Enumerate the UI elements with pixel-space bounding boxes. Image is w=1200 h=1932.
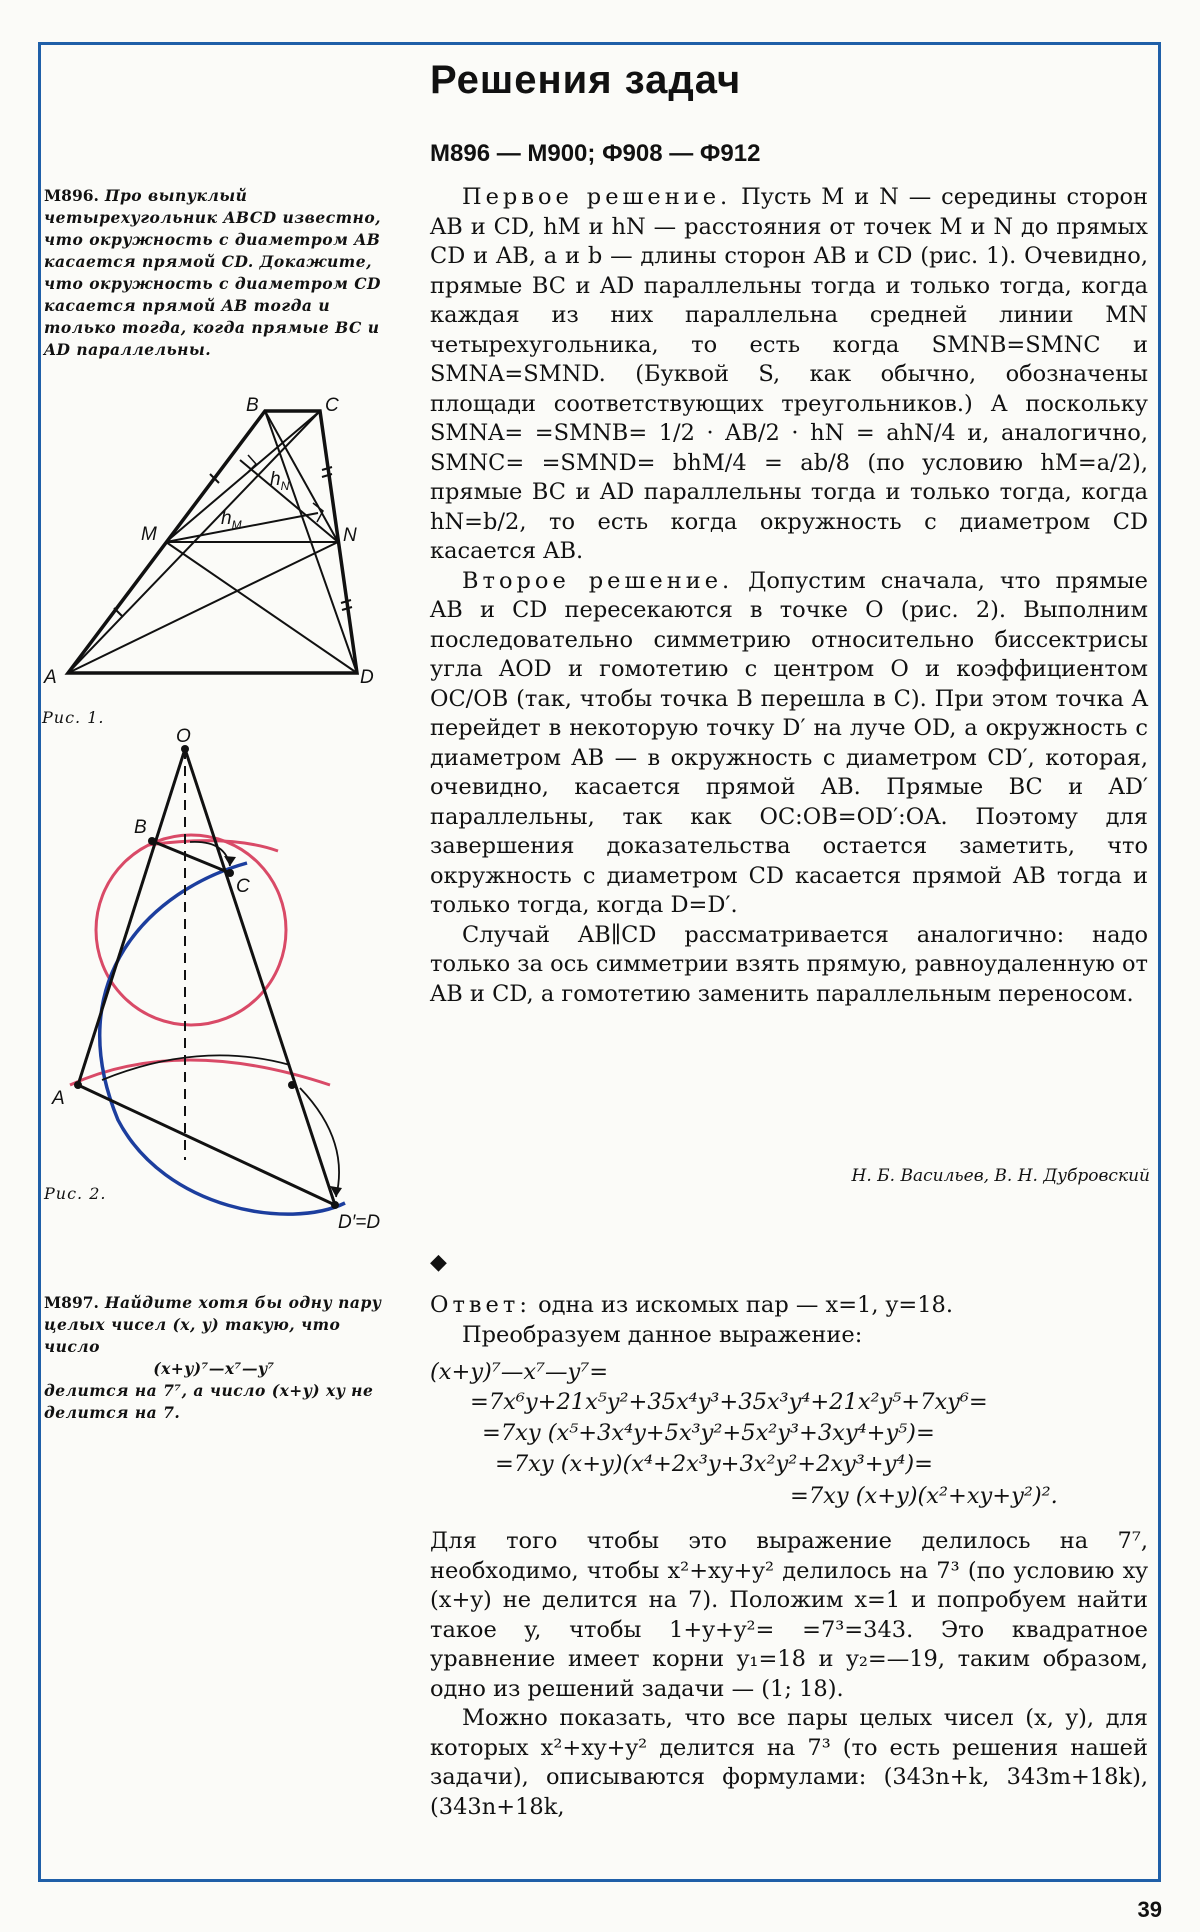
fig1-label-c: C [325, 395, 339, 416]
equation-line-4: =7xy (x+y)(x⁴+2x³y+3x²y²+2xy³+y⁴)= [495, 1451, 934, 1477]
fig2-point-b [148, 837, 156, 845]
solution-1-lead: Первое решение. [462, 184, 732, 210]
m896-code: М896. [44, 186, 99, 205]
fig2-label-a: A [52, 1088, 65, 1109]
m897-statement-text: Найдите хотя бы одну пару целых чисел (x, y) такую, что число [44, 1293, 382, 1356]
solution-2 [430, 567, 1148, 921]
solution-2-text: Допустим сначала, что прямые AB и CD пересекаются в точке O (рис. 2). Выполним последовательно симметрию относительно биссектрисы угла AOD и гомотетию с центром O и коэффициентом OC/OB (так, чтобы точка B перешла в C). При этом точка A перейдет в некоторую точку D′ на луче OD, а окружность с диаметром AB — в окружность с диаметром CD′, которая, очевидно, касается прямой AB. Прямые BC и AD′ параллельны, так как OC:OB=OD′:OA. Поэтому для завершения доказательства остается заметить, что окружность с диаметром CD касается прямой AB тогда и только тогда, когда D=D′. [430, 567, 1148, 918]
fig2-line-od [185, 749, 335, 1205]
fig2-arrowhead [224, 856, 236, 866]
equation-line-3: =7xy (x⁵+3x⁴y+5x³y²+5x²y³+3xy⁴+y⁵)= [482, 1420, 935, 1446]
fig2-point-ad [288, 1081, 296, 1089]
fig1-label-m: M [141, 524, 157, 545]
m897-answer [430, 1291, 1148, 1350]
answer-lead: Ответ: [430, 1292, 531, 1318]
fig1-label-d: D [360, 667, 374, 688]
fig1-caption: Рис. 1. [42, 708, 105, 727]
answer-text: одна из искомых пар — x=1, y=18. [538, 1292, 954, 1318]
solution-1 [430, 183, 1148, 567]
diamond-separator: ◆ [430, 1250, 447, 1275]
fig2-arrow-to-d [300, 1088, 339, 1197]
fig1-segment-ma [166, 542, 357, 673]
m896-solution [430, 183, 1148, 1009]
page-title: Решения задач [430, 58, 742, 102]
fig2-label-c: C [236, 876, 250, 897]
equation-line-2: =7x⁶y+21x⁵y²+35x⁴y³+35x³y⁴+21x²y⁵+7xy⁶= [470, 1389, 988, 1415]
fig2-caption: Рис. 2. [44, 1184, 107, 1203]
fig2-point-d [331, 1201, 339, 1209]
fig1-label-hn: $h_N$ [270, 469, 290, 493]
fig2-circle-cd [100, 863, 345, 1214]
m897-statement [44, 1292, 384, 1424]
fig2-label-o: O [176, 726, 191, 747]
fig2-arrow-b-to-c [190, 842, 230, 866]
solution-1-text: Пусть M и N — середины сторон AB и CD, hM и hN — расстояния от точек M и N до прямых CD и AB, a и b — длины сторон AB и CD (рис. 1). Очевидно, прямые BC и AD параллельны тогда и только тогда, когда каждая из них параллельна средней линии MN четырехугольника, то есть когда SMNB=SMNC и SMNA=SMND. (Буквой S, как обычно, обозначены площади соответствующих треугольников.) А поскольку SMNA= =SMNB= 1/2 · AB/2 · hN = ahN/4 и, аналогично, SMNC= =SMND= bhM/4 = ab/8 (по условию hM=a/2), прямые BC и AD параллельны тогда и только тогда, когда hN=b/2, то есть когда окружность с диаметром CD касается AB. [430, 184, 1149, 564]
problems-heading: М896 — М900; Ф908 — Ф912 [430, 140, 761, 167]
fig2-segment-ad [78, 1085, 335, 1205]
figure-1 [40, 395, 390, 695]
fig1-label-hm: $h_M$ [221, 508, 242, 532]
fig2-point-a [74, 1081, 82, 1089]
m896-statement-text: Про выпуклый четырехугольник ABCD известно, что окружность с диаметром AB касается прямой CD. Докажите, что окружность с диаметром CD касается прямой AB тогда и только тогда, когда прямые BC и AD параллельны. [44, 186, 382, 359]
solution-3: Случай AB∥CD рассматривается аналогично: надо только за ось симметрии взять прямую, равноудаленную от AB и CD, а гомотетию заменить параллельным переносом. [430, 921, 1148, 1007]
page-number: 39 [1137, 1897, 1162, 1922]
m897-solution [430, 1527, 1148, 1822]
m897-paragraph-1: Для того чтобы это выражение делилось на 7⁷, необходимо, чтобы x²+xy+y² делилось на 7³ (по условию xy (x+y) не делится на 7). Положим x=1 и попробуем найти такое y, чтобы 1+y+y²= =7³=343. Это квадратное уравнение имеет корни y₁=18 и y₂=—19, таким образом, одно из решений задачи — (1; 18). [430, 1528, 1148, 1702]
fig1-label-a: A [44, 667, 57, 688]
m897-paragraph-2: Можно показать, что все пары целых чисел (x, y), для которых x²+xy+y² делится на 7³ (то есть решения нашей задачи), описываются формулами: (343n+k, 343m+18k), (343n+18k, [430, 1705, 1148, 1820]
fig1-segment-mc [166, 411, 320, 542]
figure-2 [40, 718, 400, 1238]
fig2-label-b: B [134, 817, 147, 838]
m897-statement-text-2: делится на 7⁷, а число (x+y) xy не делится на 7. [44, 1381, 374, 1422]
solution-2-lead: Второе решение. [462, 567, 734, 594]
m896-statement [44, 185, 384, 361]
m897-code: М897. [44, 1293, 99, 1312]
fig2-point-c [226, 869, 234, 877]
fig1-height-hm [166, 513, 318, 542]
equation-line-1: (x+y)⁷—x⁷—y⁷= [430, 1359, 609, 1385]
equation-line-5: =7xy (x+y)(x²+xy+y²)². [790, 1483, 1058, 1509]
fig2-label-d: D′=D [338, 1212, 381, 1233]
fig1-label-b: B [246, 395, 259, 416]
fig1-height-hn [240, 460, 338, 542]
fig2-line-oa [78, 749, 185, 1085]
fig1-label-n: N [343, 525, 357, 546]
authors-signature: Н. Б. Васильев, В. Н. Дубровский [851, 1166, 1150, 1186]
fig1-segment-na [68, 542, 338, 673]
fig2-circle-ab [96, 835, 286, 1025]
transform-intro: Преобразуем данное выражение: [462, 1321, 863, 1348]
m897-expression: (x+y)⁷—x⁷—y⁷ [153, 1359, 275, 1378]
